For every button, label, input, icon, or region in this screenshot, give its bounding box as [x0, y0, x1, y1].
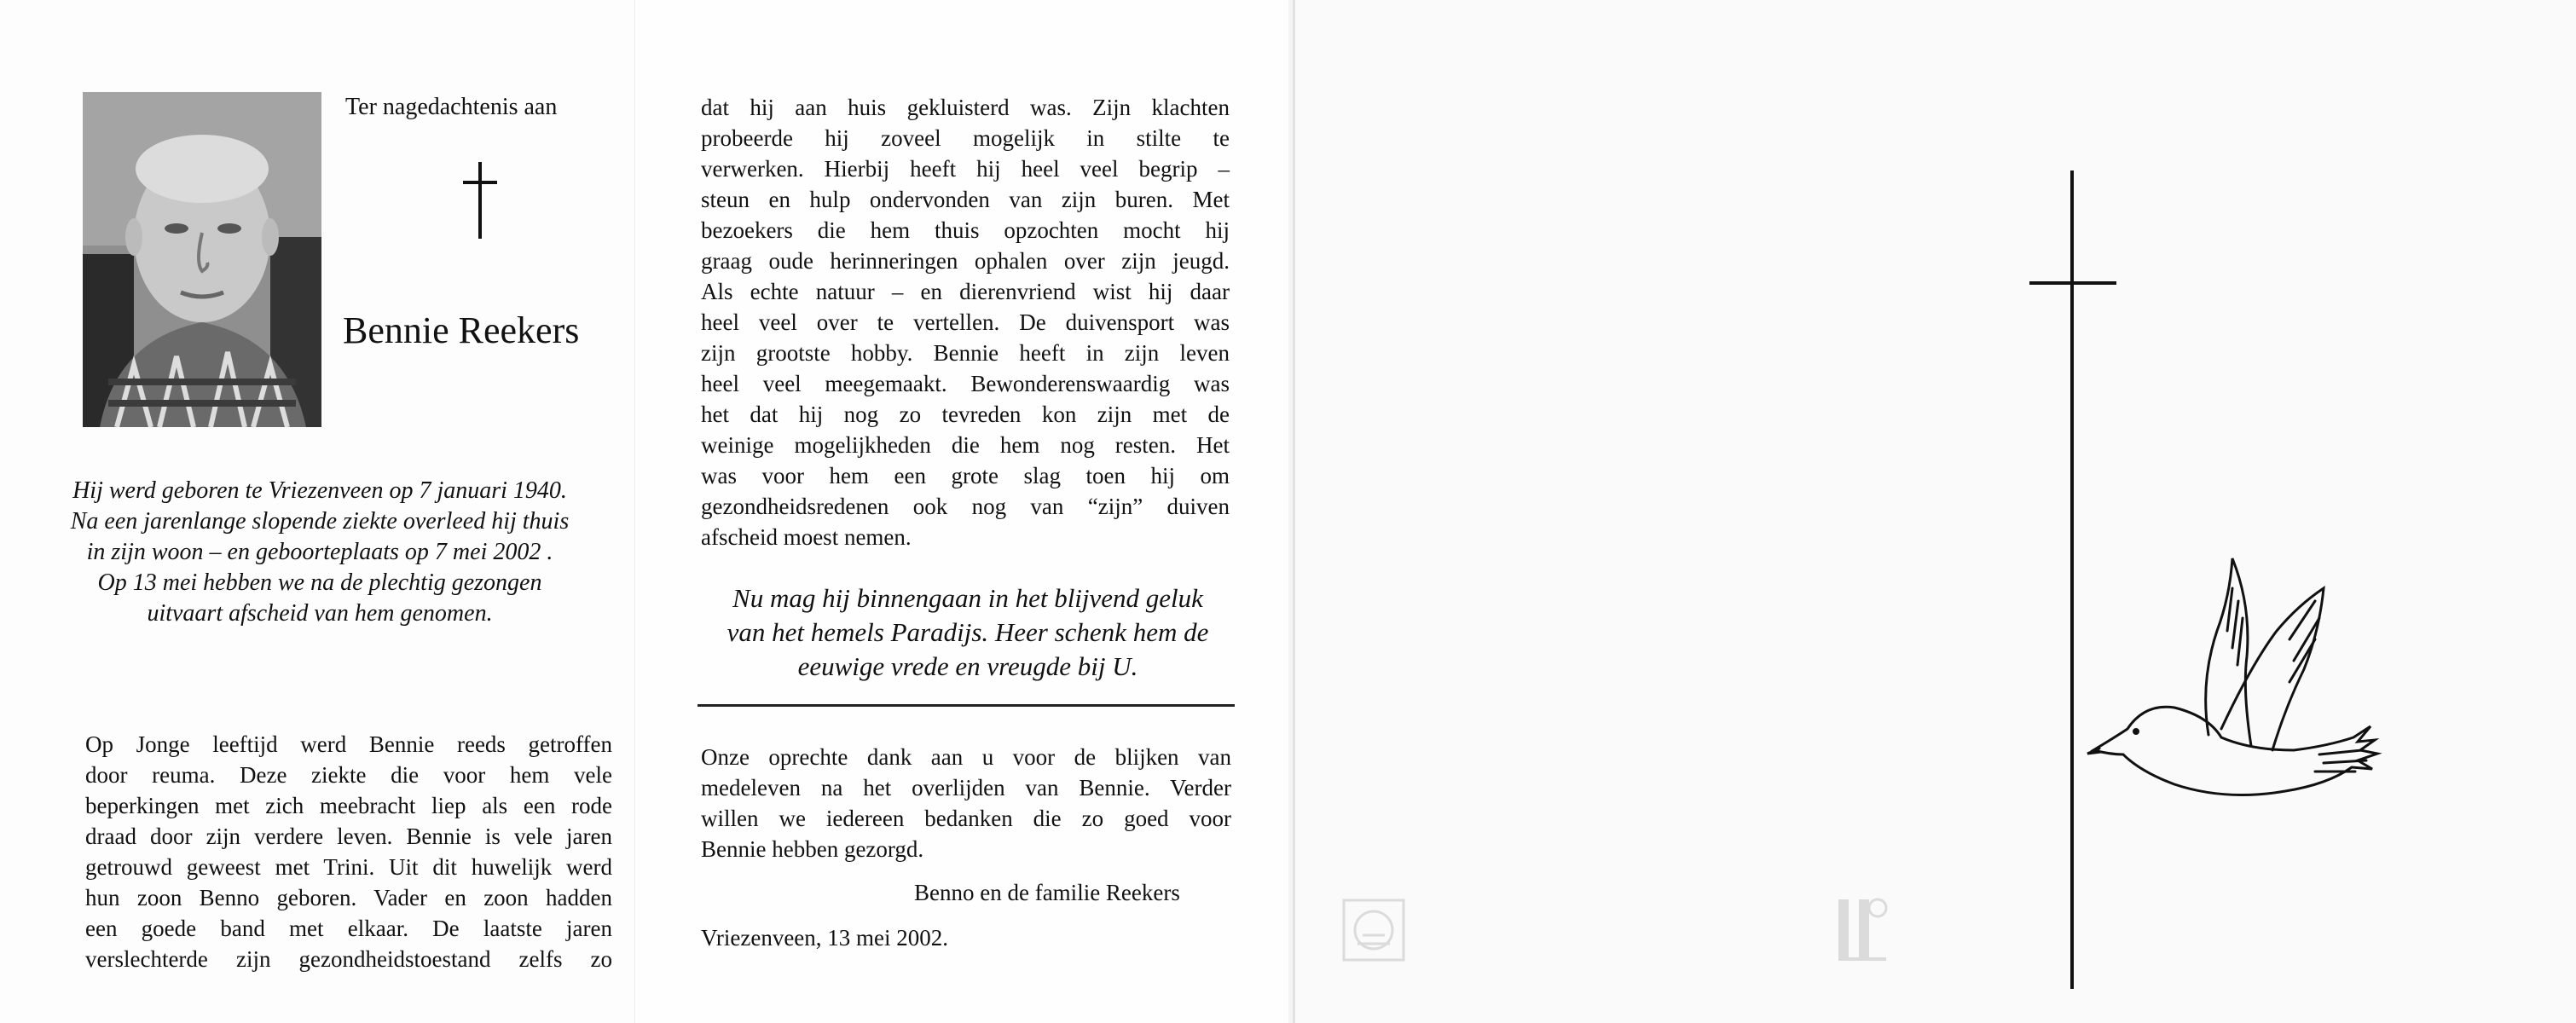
bio-line: een goede band met elkaar. De laatste jaren [85, 916, 612, 941]
bio-line: verwerken. Hierbij heeft hij heel veel begrip – [701, 156, 1230, 182]
verse-line: Nu mag hij binnengaan in het blijvend geluk [732, 583, 1203, 613]
thanks-line: Onze oprechte dank aan u voor de blijken van [701, 744, 1231, 770]
divider [698, 704, 1235, 707]
deceased-name: Bennie Reekers [343, 309, 580, 351]
bio-line: afscheid moest nemen. [701, 524, 912, 550]
intro-text: Ter nagedachtenis aan [345, 94, 558, 120]
thanks-line: medeleven na het overlijden van Bennie. Verder [701, 775, 1231, 800]
statement-line: in zijn woon – en geboorteplaats op 7 mei 2002 . [86, 539, 553, 565]
verse-line: van het hemels Paradijs. Heer schenk hem de [726, 617, 1209, 647]
statement-line: Op 13 mei hebben we na de plechtig gezongen [97, 569, 542, 596]
bio-line: door reuma. Deze ziekte die voor hem vele [85, 762, 612, 788]
bio-line: getrouwd geweest met Trini. Uit dit huwelijk werd [85, 854, 612, 880]
card-back-panel [1293, 0, 2576, 1023]
thanks-text [701, 742, 1231, 864]
printer-logo-mark [1833, 891, 1891, 970]
bio-line: dat hij aan huis gekluisterd was. Zijn klachten [701, 95, 1230, 120]
cross-icon [463, 162, 497, 243]
verse-line: eeuwige vrede en vreugde bij U. [797, 651, 1138, 681]
bio-line: Als echte natuur – en dierenvriend wist hij daar [701, 279, 1230, 304]
portrait-photo [83, 92, 321, 427]
statement-line: Na een jarenlange slopende ziekte overleed hij thuis [70, 508, 570, 535]
thanks-line: willen we iedereen bedanken die zo goed voor [701, 806, 1231, 831]
place-date: Vriezenveen, 13 mei 2002. [701, 925, 949, 951]
bio-line: heel veel meegemaakt. Bewonderenswaardig was [701, 371, 1230, 396]
bio-line: beperkingen met zich meebracht liep als een rode [85, 793, 612, 818]
bio-line: verslechterde zijn gezondheidstoestand zelfs zo [85, 946, 612, 972]
statement-line: Hij werd geboren te Vriezenveen op 7 januari 1940. [72, 477, 567, 504]
bio-line: steun en hulp ondervonden van zijn buren. Met [701, 187, 1230, 212]
biography-part-2 [701, 92, 1230, 552]
biography-part-1 [85, 729, 612, 974]
card-left-panel [0, 0, 634, 1023]
bio-line: Op Jonge leeftijd werd Bennie reeds getroffen [85, 731, 612, 757]
bio-line: heel veel over te vertellen. De duivensport was [701, 309, 1230, 335]
birth-death-statement [47, 476, 593, 629]
bio-line: graag oude herinneringen ophalen over zijn jeugd. [701, 248, 1230, 274]
dove-icon [2081, 537, 2396, 848]
bio-line: was voor hem een grote slag toen hij om [701, 463, 1230, 488]
thanks-line: Bennie hebben gezorgd. [701, 836, 924, 862]
bio-line: weinige mogelijkheden die hem nog resten. Het [701, 432, 1230, 458]
bio-line: probeerde hij zoveel mogelijk in stilte te [701, 125, 1230, 151]
statement-line: uitvaart afscheid van hem genomen. [147, 600, 493, 627]
bio-line: draad door zijn verdere leven. Bennie is vele jaren [85, 824, 612, 849]
memorial-verse [699, 581, 1236, 684]
family-signature: Benno en de familie Reekers [914, 880, 1180, 905]
bio-line: bezoekers die hem thuis opzochten mocht hij [701, 217, 1230, 243]
printer-logo [1340, 897, 1407, 968]
bio-line: het dat hij nog zo tevreden kon zijn met de [701, 402, 1230, 427]
bio-line: hun zoon Benno geboren. Vader en zoon hadden [85, 885, 612, 910]
bio-line: gezondheidsredenen ook nog van “zijn” duiven [701, 494, 1230, 519]
bio-line: zijn grootste hobby. Bennie heeft in zijn leven [701, 340, 1230, 366]
